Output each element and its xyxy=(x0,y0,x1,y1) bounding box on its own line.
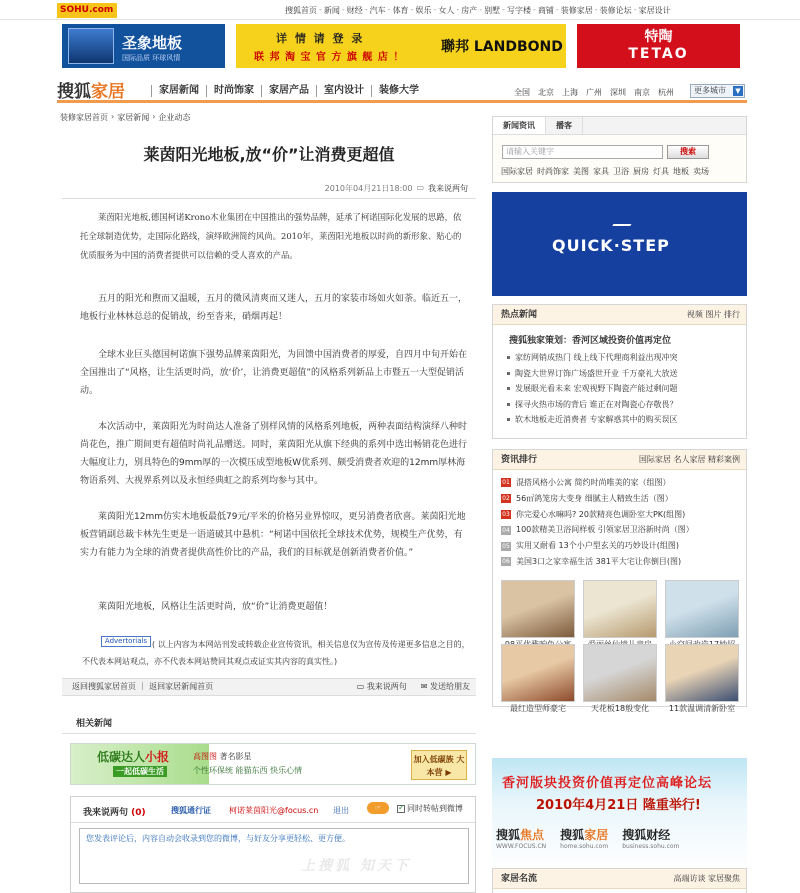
top-nav-link[interactable]: 别墅 xyxy=(484,6,501,15)
quickstep-ad[interactable] xyxy=(492,192,747,296)
channel-nav-link[interactable]: 家居新闻 xyxy=(151,85,206,97)
city-select[interactable] xyxy=(690,84,745,98)
fame-more[interactable]: 高端访谈 家居聚焦 xyxy=(673,874,740,883)
thumb-row xyxy=(501,644,739,716)
home-logo-b: 家居 xyxy=(584,828,609,842)
rank-number: 02 xyxy=(502,495,510,503)
rank-number: 03 xyxy=(502,510,510,518)
thumbnail[interactable] xyxy=(665,644,739,716)
ranking-title: 资讯排行 xyxy=(501,455,538,465)
hot-news-box xyxy=(492,304,747,439)
top-nav-link[interactable]: 装修家居 xyxy=(560,6,593,15)
related-heading: 相关新闻 xyxy=(76,719,113,729)
lowcarbon-title-b: 小报 xyxy=(145,750,170,764)
ranking-item[interactable] xyxy=(501,507,746,523)
logout-link[interactable]: 退出 xyxy=(333,806,349,815)
tag-link[interactable]: 灯具 xyxy=(653,167,669,176)
disclaimer: ( 以上内容为本网站刊发或转载企业宣传资讯，相关信息仅为宣传及传递更多信息之目的，不代表本网站观点，亦不代表本网站赞同其观点或证实其内容的真实性。) xyxy=(82,640,470,666)
quickstep-logo: QUICK·STEP xyxy=(552,236,670,255)
banner2-line1: 详 情 请 登 录 xyxy=(276,32,365,45)
channel-logo[interactable] xyxy=(57,77,125,102)
hot-news-item[interactable]: 陶瓷大世界订饰广场盛世开业 千万豪礼大放送 xyxy=(507,366,746,382)
banner3-en: TETAO xyxy=(628,46,689,62)
advertorial-badge: Advertorials xyxy=(101,636,151,647)
thumbnail-image xyxy=(583,644,657,702)
nav-separator: - xyxy=(410,5,414,14)
comment-box xyxy=(70,796,476,893)
nav-separator: - xyxy=(456,5,460,14)
forum-ad-line2: 2010年4月21日 隆重举行! xyxy=(536,798,701,813)
article-paragraph: 莱茵阳光12mm仿实木地板最低79元/平米的价格另业界惊叹，更另消费者欣喜。莱茵阳光地板营销副总裁卡林先生更是一语道破其中悬机：“柯诺中国依托全球技术优势，规模生产优势，有实力有能力为全球的消费者提供高性价比的产品，我们的目标就是创新消费者价值。” xyxy=(80,512,466,558)
top-nav-link[interactable]: 房产 xyxy=(461,6,478,15)
city-link[interactable]: 全国 xyxy=(514,88,530,97)
channel-bar xyxy=(57,75,747,103)
thumbnail-caption: 最红造型师豪宅 xyxy=(510,704,566,713)
city-link[interactable]: 上海 xyxy=(562,88,578,97)
focus-logo xyxy=(496,826,546,850)
top-nav xyxy=(285,5,671,16)
ranking-item[interactable] xyxy=(501,554,746,570)
tab-podcast[interactable]: 播客 xyxy=(546,117,583,134)
comment-bar xyxy=(71,797,475,823)
article-paragraph: 莱茵阳光地板，风格让生活更时尚，放“价”让消费更超值！ xyxy=(98,602,333,612)
top-nav-link[interactable]: 体育 xyxy=(392,6,409,15)
focus-logo-a: 搜狐 xyxy=(496,828,521,842)
comment-count: (0) xyxy=(131,808,146,818)
back-links[interactable]: 返回搜狐家居首页 ｜ 返回家居新闻首页 xyxy=(72,682,214,691)
channel-nav-link[interactable]: 时尚饰家 xyxy=(206,85,261,97)
nav-separator: - xyxy=(633,5,637,14)
article-paragraph: 莱茵阳光地板,德国柯诺Krono木业集团在中国推出的强势品牌，延承了柯诺国际化发展的思路，依托全球制造优势，走国际化路线，演绎欧洲简约风尚。2010年，莱茵阳光地板以时尚的新形象、贴心的优质服务为中国的消费者提供可以信赖的受人喜欢的产品。 xyxy=(80,212,462,260)
nav-separator: - xyxy=(387,5,391,14)
home-logo xyxy=(560,826,608,850)
ranking-more[interactable]: 国际家居 名人家居 精彩案例 xyxy=(638,455,740,464)
banner-tetao[interactable] xyxy=(577,24,740,68)
fame-head xyxy=(493,869,746,889)
nav-separator: - xyxy=(364,5,368,14)
thumb-row xyxy=(501,580,739,652)
lowcarbon-title-a: 低碳达人 xyxy=(97,750,146,764)
send-to-friend-label: 发送给朋友 xyxy=(430,682,470,691)
city-link[interactable]: 南京 xyxy=(634,88,650,97)
user-link[interactable]: 柯诺莱茵阳光@focus.cn xyxy=(229,806,319,815)
top-bar xyxy=(0,0,800,20)
city-link[interactable]: 杭州 xyxy=(658,88,674,97)
checkbox-icon xyxy=(397,805,405,813)
top-nav-link[interactable]: 商铺 xyxy=(537,6,554,15)
hot-news-item[interactable]: 探寻火热市场的背后 谁正在对陶瓷心存敬畏？ xyxy=(507,397,746,413)
city-link[interactable]: 深圳 xyxy=(610,88,626,97)
thumbnail[interactable] xyxy=(501,580,575,652)
sync-weibo-checkbox[interactable] xyxy=(397,803,463,814)
lowcarbon-star: 高图图 xyxy=(193,752,217,761)
hot-news-item[interactable]: 家纺网销成热门 线上线下代理商利益出现冲突 xyxy=(507,350,746,366)
banner2-brand: 聯邦 LANDBOND xyxy=(441,39,563,55)
tab-news[interactable]: 新闻资讯 xyxy=(493,117,546,134)
top-nav-link[interactable]: 娱乐 xyxy=(415,6,432,15)
ranking-item[interactable] xyxy=(501,475,746,491)
hot-news-item[interactable]: 软木地板走近消费者 专家解惑其中的购买误区 xyxy=(507,412,746,428)
lowcarbon-sub: 一起低碳生活 xyxy=(113,766,167,777)
article-title: 莱茵阳光地板,放“价”让消费更超值 xyxy=(143,145,395,164)
business-logo xyxy=(622,826,679,850)
comment-icon: ▭ xyxy=(416,183,424,192)
top-nav-link[interactable]: 写字楼 xyxy=(507,6,532,15)
search-button[interactable]: 搜索 xyxy=(667,145,709,159)
tag-link[interactable]: 厨房 xyxy=(633,167,649,176)
thumbnail-caption: 天花板18般变化 xyxy=(590,704,650,713)
tag-link[interactable]: 时尚饰家 xyxy=(537,167,569,176)
ranking-item-text: 混搭风格小公寓 简约时尚唯美的家（组图） xyxy=(516,478,671,487)
channel-nav-link[interactable]: 室内设计 xyxy=(316,85,371,97)
banner3-cn: 特陶 xyxy=(644,29,673,45)
rank-number: 04 xyxy=(502,526,510,534)
banner2-line2: 联 邦 淘 宝 官 方 旗 舰 店 ！ xyxy=(254,52,405,63)
breadcrumb-link[interactable]: 装修家居首页 xyxy=(60,113,108,122)
passport-link[interactable]: 搜狐通行证 xyxy=(171,806,211,815)
pointer-hand-icon: ☞ xyxy=(367,802,389,814)
city-nav xyxy=(514,87,674,98)
rank-number: 05 xyxy=(502,542,510,550)
news-search-box xyxy=(492,116,747,183)
tag-link[interactable]: 家具 xyxy=(593,167,609,176)
article-paragraph: 全球木业巨头德国柯诺旗下强势品牌莱茵阳光，为回馈中国消费者的厚爱，自四月中旬开始在全国推出了“风格，让生活更时尚，放‘价’，让消费更超值”的风格系列新品上市暨五一大型促销活动。 xyxy=(80,350,468,396)
top-nav-link[interactable]: 新闻 xyxy=(323,6,340,15)
chevron-down-icon: ▼ xyxy=(733,86,743,96)
article-paragraph: 本次活动中，莱茵阳光为时尚达人准备了别样风情的风格系列地板，两种表面结构演绎八种时尚花色，推广期间更有超值时尚礼品赠送。同时，莱茵阳光从旗下经典的系列中选出畅销花色进行大幅度让力，别具特色的9mm厚的一次模压成型地板W优系列、颇受消费者欢迎的12mm厚林海物语系列、大视界系列以及永恒经典虹之韵系列均参与其中。 xyxy=(80,422,468,486)
comment-hint: 您发表评论后，内容自动会收录到您的微博，与好友分享更轻松、更方便。 xyxy=(86,834,350,843)
thumbnail-image xyxy=(665,580,739,638)
hot-news-lead[interactable]: 搜狐独家策划：香河区域投资价值再定位 xyxy=(509,336,672,346)
fame-title: 家居名流 xyxy=(501,874,538,884)
top-nav-link[interactable]: 家居设计 xyxy=(638,6,671,15)
channel-nav-link[interactable]: 家居产品 xyxy=(261,85,316,97)
comment-heading-text: 我来说两句 xyxy=(83,808,129,818)
quickstep-mark-icon xyxy=(607,224,632,236)
lowcarbon-text xyxy=(193,750,302,778)
thumbnail[interactable] xyxy=(665,580,739,652)
footer-comment-link[interactable]: ▭ 我来说两句 xyxy=(356,682,407,691)
channel-nav xyxy=(151,85,426,97)
ranking-item-text: 你完爱心水嘛吗? 20款精亮色调卧室大PK(组图) xyxy=(516,509,686,519)
sync-weibo-label: 同时转帖到微博 xyxy=(407,804,463,813)
thumbnail[interactable] xyxy=(501,644,575,716)
banner-product-image xyxy=(68,28,114,64)
breadcrumb xyxy=(60,112,190,123)
top-nav-link[interactable]: 汽车 xyxy=(369,6,386,15)
lowcarbon-slogans: 个性环保统 能猫东西 快乐心情 xyxy=(193,766,303,775)
send-to-friend-link[interactable]: ✉ 发送给朋友 xyxy=(420,682,470,691)
search-input[interactable]: 请输入关键字 xyxy=(502,145,663,159)
tag-link[interactable]: 卫浴 xyxy=(613,167,629,176)
channel-logo-a: 搜狐 xyxy=(57,82,91,102)
forum-ad-line1: 香河版块投资价值再定位高峰论坛 xyxy=(502,776,713,791)
article-comment-link[interactable]: 我来说两句 xyxy=(428,184,468,193)
rank-number: 01 xyxy=(502,479,510,487)
thumbnail-caption: 11款温调清新卧室 xyxy=(668,704,736,713)
ranking-item-text: 实用又耐看 13个小户型玄关的巧妙设计(组图) xyxy=(516,541,679,551)
hot-news-title: 热点新闻 xyxy=(501,310,538,320)
ranking-list xyxy=(493,470,746,570)
comment-heading xyxy=(83,805,146,818)
nav-separator: - xyxy=(594,5,598,14)
banner1-sub: 国际品质 环球风情 xyxy=(122,54,181,62)
business-logo-a: 搜狐财经 xyxy=(622,828,671,842)
nav-separator: - xyxy=(479,5,483,14)
focus-logo-url: WWW.FOCUS.CN xyxy=(496,843,547,850)
city-link[interactable]: 北京 xyxy=(538,88,554,97)
tag-link[interactable]: 地板 xyxy=(673,167,689,176)
focus-logo-b: 焦点 xyxy=(520,828,545,842)
banner-shengxiang[interactable] xyxy=(62,24,225,68)
nav-separator: - xyxy=(433,5,437,14)
lowcarbon-ad[interactable] xyxy=(70,743,476,785)
nav-separator: - xyxy=(319,5,322,14)
hot-news-head xyxy=(493,305,746,325)
channel-nav-link[interactable]: 装修大学 xyxy=(371,85,426,97)
nav-separator: - xyxy=(341,5,345,14)
article-paragraph: 五月的阳光和煦而又温暖，五月的微风清爽而又迷人，五月的家装市场如火如荼。临近五一，地板行业林林总总的促销战，纷至沓来，硝烟再起！ xyxy=(80,294,468,322)
city-select-label: 更多城市 xyxy=(694,86,726,95)
hot-news-more[interactable]: 视频 图片 排行 xyxy=(686,310,740,319)
ranking-item[interactable] xyxy=(501,522,746,538)
tag-link[interactable]: 卖场 xyxy=(693,167,709,176)
hot-news-list xyxy=(493,346,746,428)
thumbnail-image xyxy=(583,580,657,638)
ranking-item-text: 美国3口之家幸福生活 381平大宅让你倒目(图) xyxy=(516,556,682,566)
hot-news-item[interactable]: 发展眼光看未来 宏观视野下陶瓷产能过剩问题 xyxy=(507,381,746,397)
banner-landbond[interactable] xyxy=(236,24,566,68)
breadcrumb-link[interactable]: 家居新闻 xyxy=(117,113,150,122)
top-nav-link[interactable]: 财经 xyxy=(346,6,363,15)
breadcrumb-link[interactable]: 企业动态 xyxy=(158,113,191,122)
thumbnail[interactable] xyxy=(583,580,657,652)
thumbnail-image xyxy=(665,644,739,702)
nav-separator: - xyxy=(555,5,559,14)
city-link[interactable]: 广州 xyxy=(586,88,602,97)
ranking-item[interactable] xyxy=(501,491,746,507)
top-nav-link[interactable]: 搜狐首页 xyxy=(285,6,317,15)
forum-ad-logos xyxy=(496,826,679,850)
tag-link[interactable]: 国际家居 xyxy=(501,167,533,176)
breadcrumb-separator: › xyxy=(111,112,115,121)
ranking-item-text: 100款精美卫浴间样板 引领家居卫浴新时尚（图） xyxy=(516,525,694,535)
business-logo-url: business.sohu.com xyxy=(622,843,680,850)
comment-watermark: 上搜狐 知天下 xyxy=(301,858,411,874)
thumbnail-image xyxy=(501,580,575,638)
nav-separator: - xyxy=(533,5,536,14)
top-nav-link[interactable]: 女人 xyxy=(438,6,455,15)
tag-link[interactable]: 美图 xyxy=(573,167,589,176)
ranking-head xyxy=(493,450,746,470)
ranking-item[interactable] xyxy=(501,538,746,554)
sohu-logo[interactable]: SOHU.com xyxy=(57,3,117,18)
banner1-title: 圣象地板 xyxy=(122,34,183,52)
lowcarbon-star-role: 著名影星 xyxy=(219,752,252,761)
home-logo-a: 搜狐 xyxy=(560,828,585,842)
nav-separator: - xyxy=(502,5,506,14)
forum-ad[interactable] xyxy=(492,758,747,870)
fame-box xyxy=(492,868,747,893)
divider xyxy=(62,198,476,199)
breadcrumb-separator: › xyxy=(152,112,156,121)
ranking-box xyxy=(492,449,747,713)
channel-logo-b: 家居 xyxy=(91,82,125,102)
thumbnail[interactable] xyxy=(583,644,657,716)
join-lowcarbon-button[interactable]: 加入低碳族 大本营 ▶ xyxy=(411,750,467,780)
divider xyxy=(62,733,476,734)
thumbnail-image xyxy=(501,644,575,702)
tag-row xyxy=(501,166,709,177)
ranking-item-text: 56㎡鸽笼房大变身 细腻主人精致生活（图） xyxy=(516,493,673,503)
lowcarbon-logo xyxy=(71,744,209,784)
top-nav-link[interactable]: 装修论坛 xyxy=(599,6,632,15)
footer-comment-label: 我来说两句 xyxy=(366,682,407,691)
article-meta xyxy=(325,183,468,194)
news-tabs xyxy=(493,117,746,135)
rank-number: 06 xyxy=(502,558,510,566)
article-date: 2010年04月21日18:00 xyxy=(324,184,413,193)
home-logo-url: home.sohu.com xyxy=(560,843,609,850)
article-footer xyxy=(62,678,476,696)
